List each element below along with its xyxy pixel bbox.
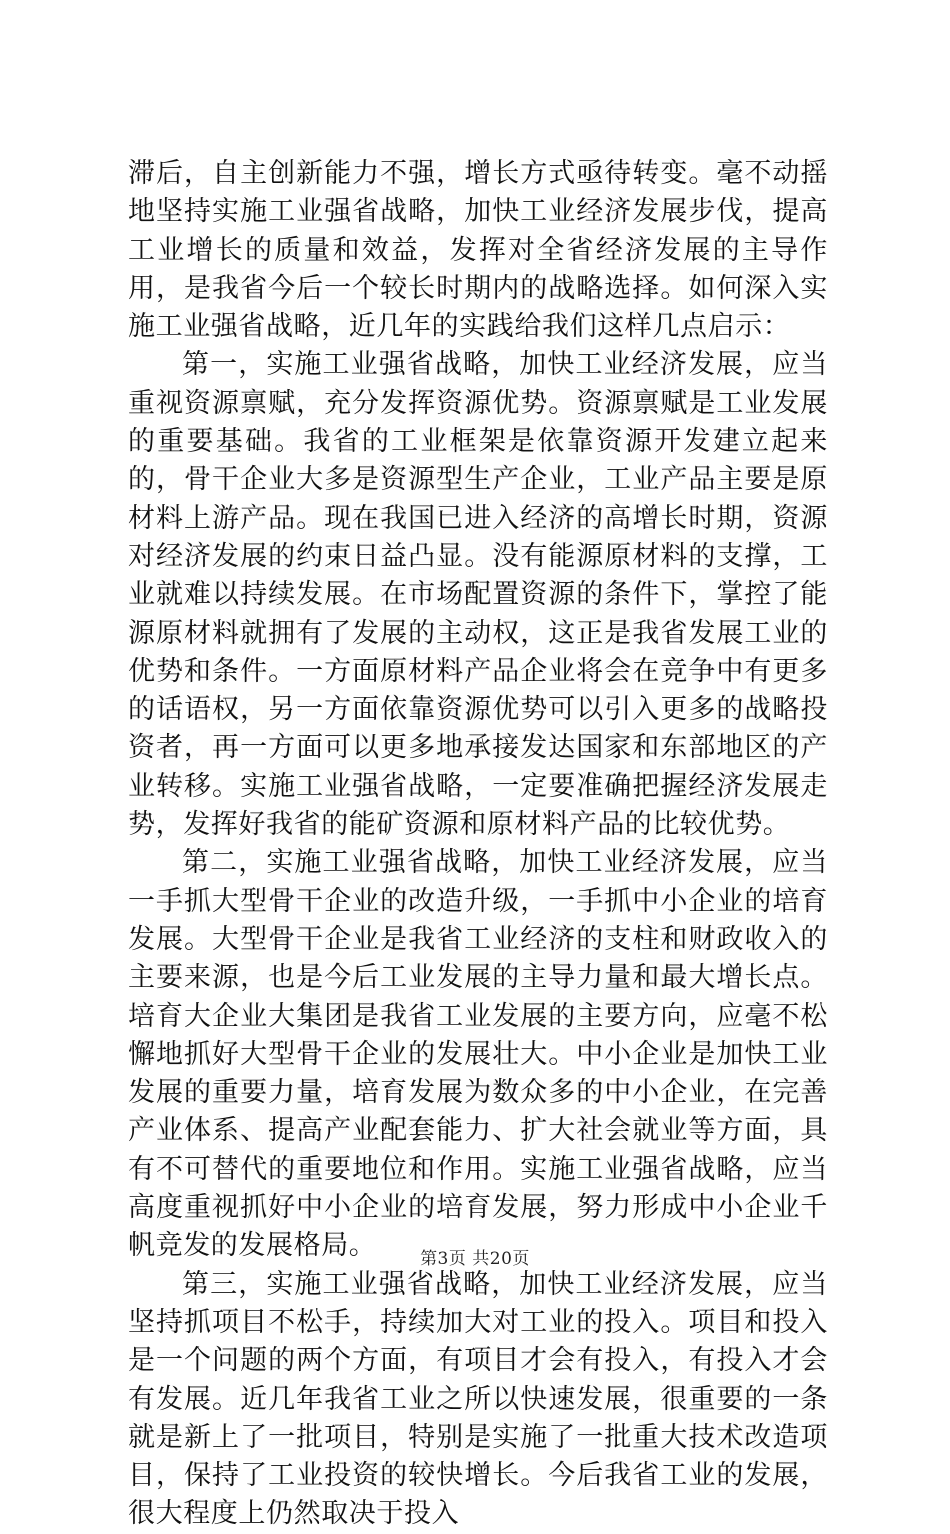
paragraph-continuation: 滞后，自主创新能力不强，增长方式亟待转变。毫不动摇地坚持实施工业强省战略，加快工业经济发展步伐，提高工业增长的质量和效益，发挥对全省经济发展的主导作用，是我省今后一个较长时期内的战略选择。如何深入实施工业强省战略，近几年的实践给我们这样几点启示： [128,158,828,343]
paragraph-third-point: 第三，实施工业强省战略，加快工业经济发展，应当坚持抓项目不松手，持续加大对工业的投入。项目和投入是一个问题的两个方面，有项目才会有投入，有投入才会有发展。近几年我省工业之所以快速发展，很重要的一条就是新上了一批项目，特别是实施了一批重大技术改造项目，保持了工业投资的较快增长。今后我省工业的发展，很大程度上仍然取决于投入 [128,1268,828,1530]
paragraph-first-point: 第一，实施工业强省战略，加快工业经济发展，应当重视资源禀赋，充分发挥资源优势。资源禀赋是工业发展的重要基础。我省的工业框架是依靠资源开发建立起来的，骨干企业大多是资源型生产企业，工业产品主要是原材料上游产品。现在我国已进入经济的高增长时期，资源对经济发展的约束日益凸显。没有能源原材料的支撑，工业就难以持续发展。在市场配置资源的条件下，掌控了能源原材料就拥有了发展的主动权，这正是我省发展工业的优势和条件。一方面原材料产品企业将会在竞争中有更多的话语权，另一方面依靠资源优势可以引入更多的战略投资者，再一方面可以更多地承接发达国家和东部地区的产业转移。实施工业强省战略，一定要准确把握经济发展走势，发挥好我省的能矿资源和原材料产品的比较优势。 [128,349,828,841]
document-body [128,155,828,1534]
page-number-footer: 第3页 共20页 [420,1249,530,1269]
paragraph-second-point: 第二，实施工业强省战略，加快工业经济发展，应当一手抓大型骨干企业的改造升级，一手抓中小企业的培育发展。大型骨干企业是我省工业经济的支柱和财政收入的主要来源，也是今后工业发展的主导力量和最大增长点。培育大企业大集团是我省工业发展的主要方向，应毫不松懈地抓好大型骨干企业的发展壮大。中小企业是加快工业发展的重要力量，培育发展为数众多的中小企业，在完善产业体系、提高产业配套能力、扩大社会就业等方面，具有不可替代的重要地位和作用。实施工业强省战略，应当高度重视抓好中小企业的培育发展，努力形成中小企业千帆竞发的发展格局。 [128,847,828,1262]
